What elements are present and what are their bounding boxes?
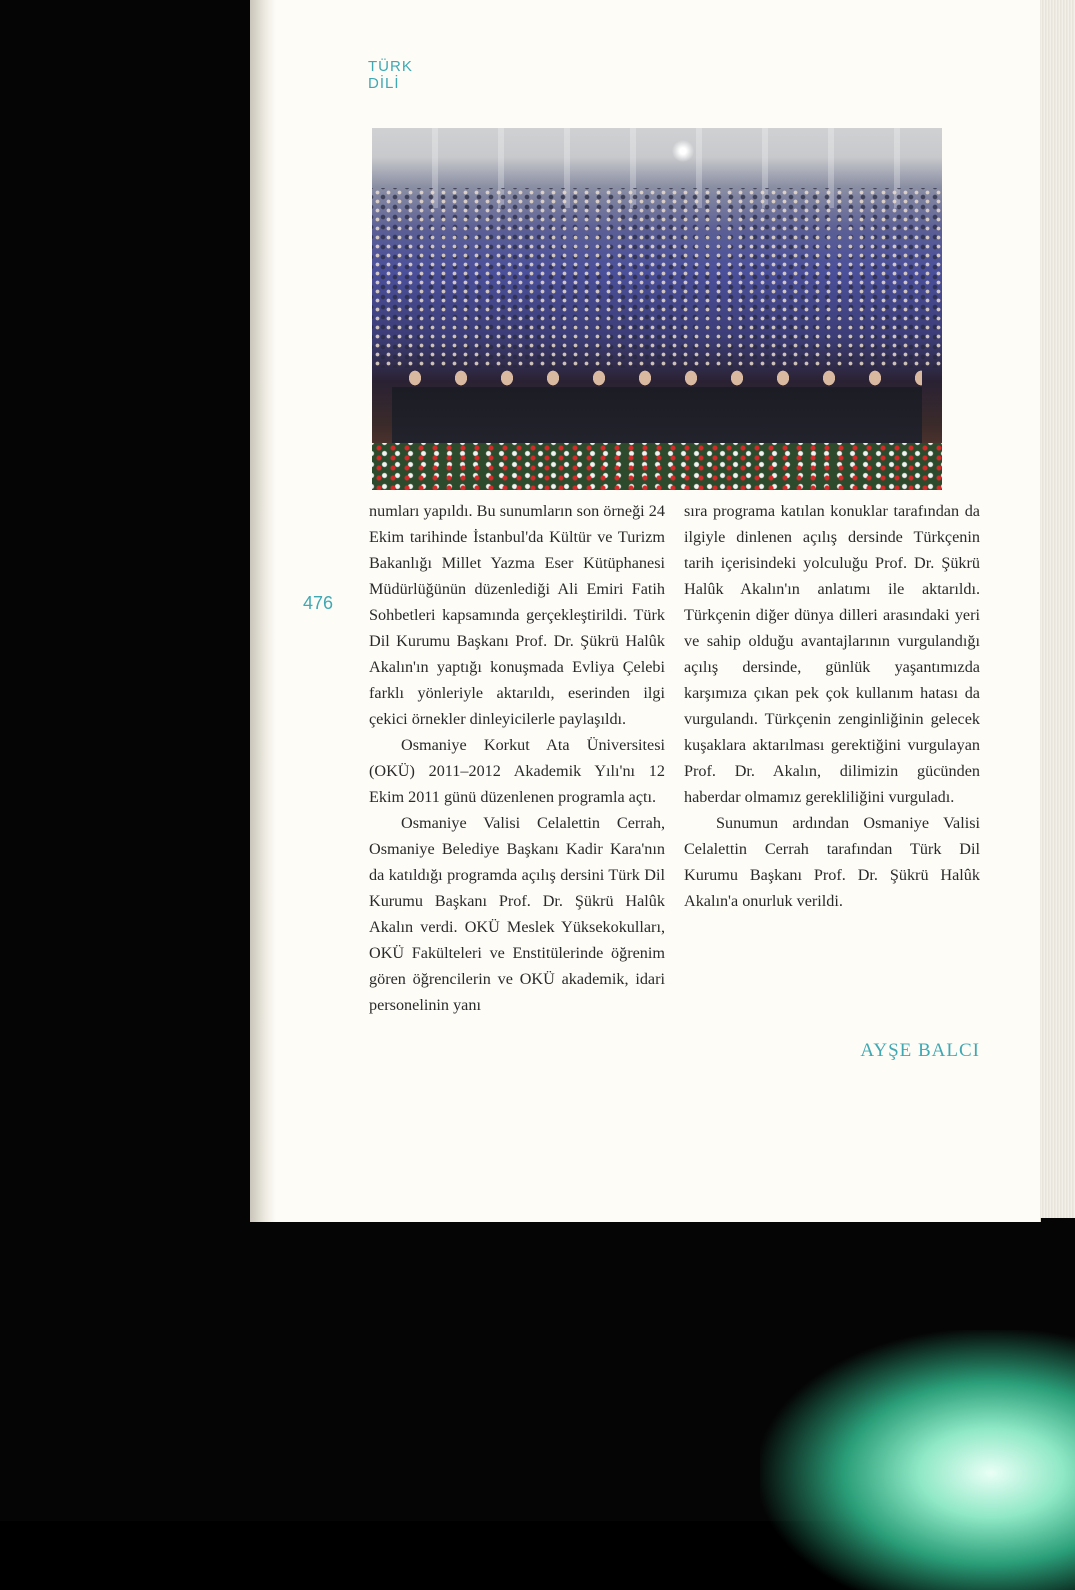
scanner-light-glow (760, 1330, 1075, 1590)
text-column-right (684, 498, 980, 914)
page-stack-edge (1040, 0, 1075, 1218)
paragraph: Sunumun ardından Osmaniye Valisi Celalettin Cerrah tarafından Türk Dil Kurumu Başkanı Prof. Dr. Şükrü Halûk Akalın'a onurluk verildi. (684, 814, 980, 910)
journal-title-line1: TÜRK (368, 58, 413, 75)
page-gutter-shadow (250, 0, 276, 1222)
paragraph: sıra programa katılan konuklar tarafından da ilgiyle dinlenen açılış dersinde Türkçenin tarih içerisindeki yolculuğu Prof. Dr. Şükrü Halûk Akalın'ın anlatımı ile aktarıldı. Türkçenin diğer dünya dilleri arasındaki yeri ve sahip olduğu avantajlarının vurgulandığı açılış dersinde, günlük yaşantımızda karşımıza çıkan pek çok kullanım hatası da vurgulandı. Türkçenin zenginliğinin gelecek kuşaklara aktarılması gerektiğini vurgulayan Prof. Dr. Akalın, dilimizin gücünden haberdar olmamız gerekliliğini vurguladı. (684, 502, 980, 806)
paragraph: Osmaniye Korkut Ata Üniversitesi (OKÜ) 2011–2012 Akademik Yılı'nı 12 Ekim 2011 günü düzenlenen programla açtı. (369, 736, 665, 806)
author-signature: AYŞE BALCI (860, 1040, 980, 1061)
text-column-left (369, 498, 665, 1018)
journal-title-line2: DİLİ (368, 75, 400, 92)
journal-title (368, 58, 413, 92)
event-photo (372, 128, 942, 490)
stage-flowers (372, 443, 942, 490)
paragraph: numları yapıldı. Bu sunumların son örneği 24 Ekim tarihinde İstanbul'da Kültür ve Turizm Bakanlığı Millet Yazma Eser Kütüphanesi Müdürlüğünün düzenlediği Ali Emiri Fatih Sohbetleri kapsamında gerçekleştirildi. Türk Dil Kurumu Başkanı Prof. Dr. Şükrü Halûk Akalın'ın yaptığı konuşmada Evliya Çelebi farklı yönleriyle aktarıldı, eserinden ilgi çekici örnekler dinleyicilerle paylaşıldı. (369, 502, 665, 728)
audience (372, 188, 942, 368)
stage-spotlight (672, 140, 694, 162)
page-number: 476 (303, 593, 334, 613)
front-row-guests (392, 360, 922, 450)
paragraph: Osmaniye Valisi Celalettin Cerrah, Osmaniye Belediye Başkanı Kadir Kara'nın da katıldığı programda açılış dersini Türk Dil Kurumu Başkanı Prof. Dr. Şükrü Halûk Akalın verdi. OKÜ Meslek Yüksekokulları, OKÜ Fakülteleri ve Enstitülerinde öğrenim gören öğrencilerin ve OKÜ akademik, idari personelinin yanı (369, 814, 665, 1014)
